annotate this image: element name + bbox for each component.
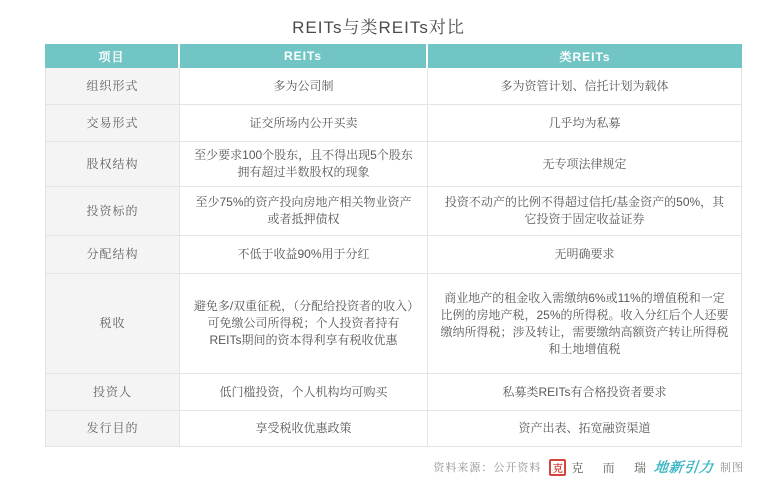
table-row bbox=[46, 236, 742, 274]
row-label: 发行目的 bbox=[46, 411, 180, 447]
source-footer bbox=[433, 457, 744, 477]
row-label: 投资人 bbox=[46, 374, 180, 411]
table-header-row bbox=[45, 44, 742, 68]
row-label: 股权结构 bbox=[46, 142, 180, 187]
quasi-reits-cell: 无专项法律规定 bbox=[428, 142, 742, 187]
dixinyinli-logo: 地新引力 bbox=[653, 459, 715, 475]
page-title: REITs与类REITs对比 bbox=[292, 18, 465, 37]
reits-cell: 多为公司制 bbox=[180, 68, 428, 105]
table-body bbox=[45, 68, 742, 447]
table-row bbox=[46, 411, 742, 447]
row-label: 投资标的 bbox=[46, 187, 180, 236]
quasi-reits-cell: 几乎均为私募 bbox=[428, 105, 742, 142]
quasi-reits-cell: 无明确要求 bbox=[428, 236, 742, 274]
quasi-reits-cell: 私募类REITs有合格投资者要求 bbox=[428, 374, 742, 411]
header-item: 项目 bbox=[45, 44, 180, 68]
table-row bbox=[46, 274, 742, 374]
reits-cell: 至少要求100个股东，且不得出现5个股东拥有超过半数股权的现象 bbox=[180, 142, 428, 187]
credit-label: 制图 bbox=[720, 462, 744, 474]
row-label: 税收 bbox=[46, 274, 180, 374]
header-quasi-reits: 类REITs bbox=[428, 44, 742, 68]
data-source-label: 资料来源：公开资料 bbox=[433, 462, 542, 474]
table-row bbox=[46, 374, 742, 411]
row-label: 组织形式 bbox=[46, 68, 180, 105]
comparison-table bbox=[45, 44, 742, 447]
quasi-reits-cell: 商业地产的租金收入需缴纳6%或11%的增值税和一定比例的房地产税，25%的所得税。收入分红后个人还要缴纳所得税；涉及转让，需要缴纳高额资产转让所得税和土地增值税 bbox=[428, 274, 742, 374]
row-label: 交易形式 bbox=[46, 105, 180, 142]
reits-cell: 享受税收优惠政策 bbox=[180, 411, 428, 447]
reits-cell: 低门槛投资，个人机构均可购买 bbox=[180, 374, 428, 411]
table-row bbox=[46, 142, 742, 187]
row-label: 分配结构 bbox=[46, 236, 180, 274]
quasi-reits-cell: 多为资管计划、信托计划为载体 bbox=[428, 68, 742, 105]
quasi-reits-cell: 投资不动产的比例不得超过信托/基金资产的50%，其它投资于固定收益证券 bbox=[428, 187, 742, 236]
table-row bbox=[46, 105, 742, 142]
table-row bbox=[46, 187, 742, 236]
reits-cell: 不低于收益90%用于分红 bbox=[180, 236, 428, 274]
header-reits: REITs bbox=[180, 44, 428, 68]
cric-logo-text: 克 而 瑞 bbox=[571, 460, 654, 475]
reits-cell: 避免多/双重征税，（分配给投资者的收入）可免缴公司所得税；个人投资者持有REITs期间的资本得利享有税收优惠 bbox=[180, 274, 428, 374]
reits-cell: 证交所场内公开买卖 bbox=[180, 105, 428, 142]
table-row bbox=[46, 68, 742, 105]
cric-seal-icon: 克 bbox=[549, 459, 566, 476]
quasi-reits-cell: 资产出表、拓宽融资渠道 bbox=[428, 411, 742, 447]
reits-cell: 至少75%的资产投向房地产相关物业资产或者抵押债权 bbox=[180, 187, 428, 236]
